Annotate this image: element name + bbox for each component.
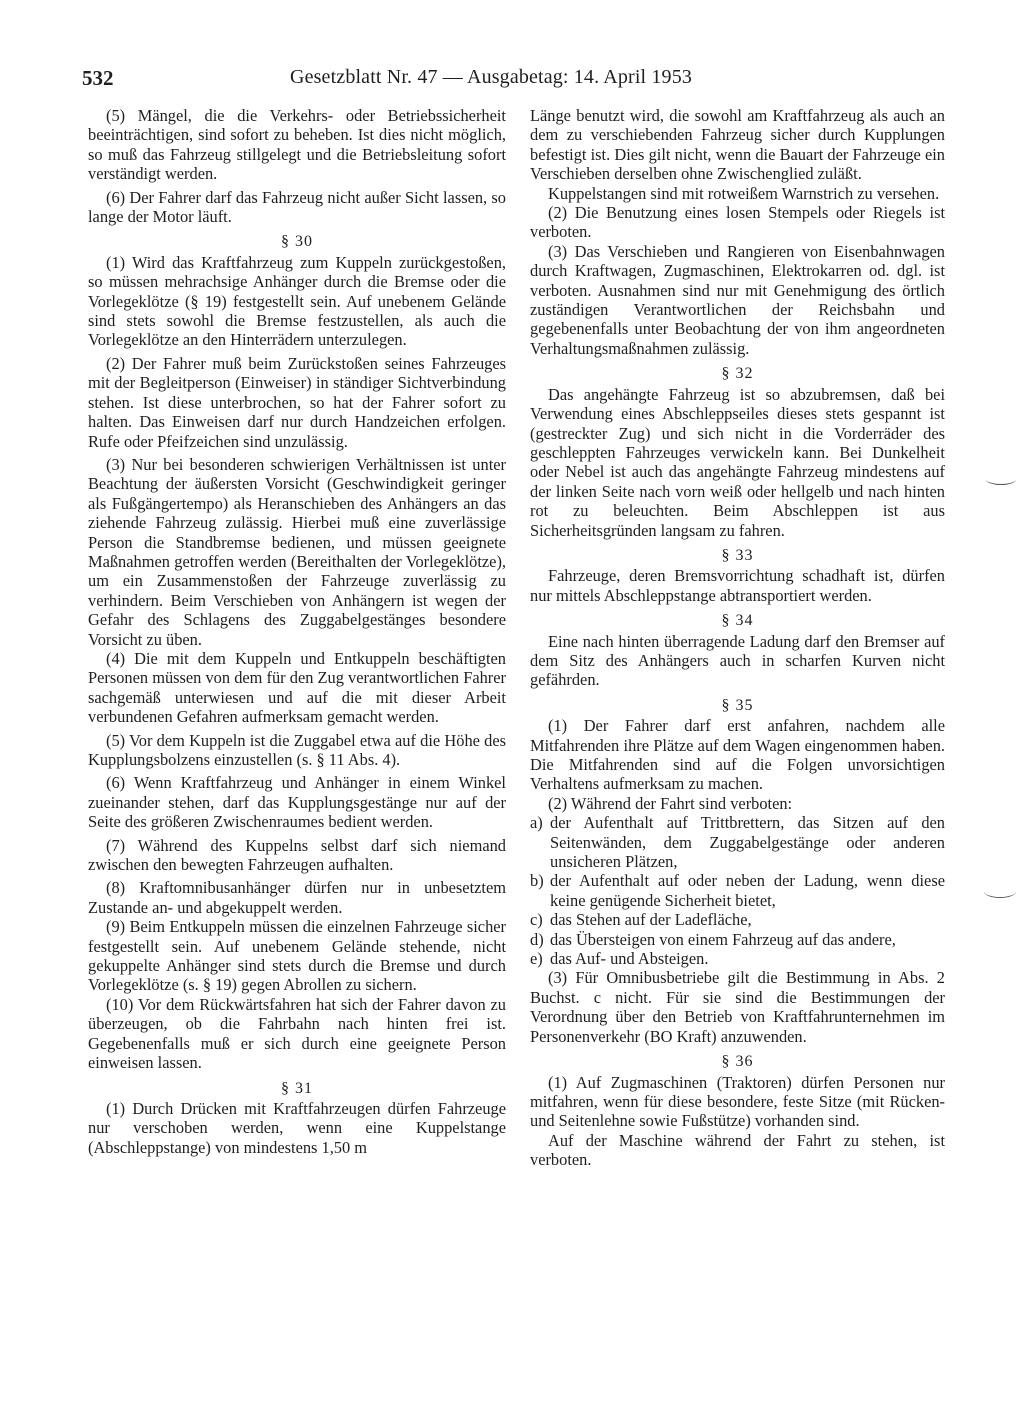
paragraph: (5) Mängel, die die Verkehrs- oder Betriebssicherheit beeinträchtigen, sind sofort zu beheben. Ist dies nicht möglich, so muß das Fahrzeug stillgelegt und die Betriebsleitung sofort verständigt werden. (88, 106, 506, 184)
section-heading: § 32 (721, 365, 754, 383)
paragraph: Kuppelstangen sind mit rotweißem Warnstrich zu versehen. (548, 183, 940, 203)
margin-mark (986, 474, 1016, 485)
list-item (530, 930, 945, 949)
running-title: Gesetzblatt Nr. 47 — Ausgabetag: 14. April 1953 (290, 66, 692, 88)
list-item (530, 871, 945, 910)
paragraph: (2) Während der Fahrt sind verboten: (548, 793, 793, 813)
list-label: e) (530, 949, 543, 969)
paragraph: (1) Der Fahrer darf erst anfahren, nachdem alle Mitfahrenden ihre Plätze auf dem Wagen eingenommen haben. Die Mitfahrenden sind auf die Folgen unvorsichtigen Verhaltens aufmerksam zu machen. (530, 716, 945, 794)
section-heading: § 34 (721, 612, 754, 630)
list-item (530, 949, 945, 968)
paragraph: (3) Für Omnibusbetriebe gilt die Bestimmung in Abs. 2 Buchst. c nicht. Für sie sind die Bestimmungen der Verordnung über den Betrieb von Kraftfahrunternehmen im Personenverkehr (BO Kraft) anzuwenden. (530, 968, 945, 1046)
paragraph: (1) Durch Drücken mit Kraftfahrzeugen dürfen Fahrzeuge nur verschoben werden, wenn eine Kuppelstange (Abschleppstange) von mindestens 1,50 m (88, 1098, 506, 1157)
paragraph: (8) Kraftomnibusanhänger dürfen nur in unbesetztem Zustande an- und abgekuppelt werden. (88, 878, 506, 917)
right-column (530, 106, 945, 1170)
paragraph: (4) Die mit dem Kuppeln und Entkuppeln beschäftigten Personen müssen von dem für den Zug verantwortlichen Fahrer sachgemäß unterwiesen und auf die mit dieser Arbeit verbundenen Gefahren aufmerksam gemacht werden. (88, 648, 506, 727)
section-heading: § 36 (721, 1053, 754, 1071)
list-label: b) (530, 871, 544, 891)
list-label: a) (530, 813, 543, 833)
paragraph: (1) Auf Zugmaschinen (Traktoren) dürfen Personen nur mitfahren, wenn für diese besondere, feste Sitze (mit Rücken- und Seitenlehne sowie Fußstütze) vorhanden sind. (530, 1072, 945, 1131)
section-heading: § 33 (721, 546, 754, 564)
list-text: das Stehen auf der Ladefläche, (550, 910, 752, 930)
left-column (88, 106, 506, 1157)
list-item (530, 813, 945, 871)
paragraph: (5) Vor dem Kuppeln ist die Zuggabel etwa auf die Höhe des Kupplungsbolzens einzustellen (s. § 11 Abs. 4). (88, 730, 506, 769)
paragraph: (6) Der Fahrer darf das Fahrzeug nicht außer Sicht lassen, so lange der Motor läuft. (88, 187, 506, 227)
margin-mark (984, 885, 1016, 898)
paragraph: Fahrzeuge, deren Bremsvorrichtung schadhaft ist, dürfen nur mittels Abschleppstange abtransportiert werden. (530, 566, 945, 605)
paragraph: Auf der Maschine während der Fahrt zu stehen, ist verboten. (530, 1130, 945, 1170)
paragraph: (1) Wird das Kraftfahrzeug zum Kuppeln zurückgestoßen, so müssen mehrachsige Anhänger durch die Bremse oder die Vorlegeklötze (§ 19) festgestellt sein. Auf unebenem Gelände sind stets sowohl die Bremse festzustellen, als auch die Vorlegeklötze an den Hinterrädern unterzulegen. (88, 252, 506, 350)
paragraph: (7) Während des Kuppelns selbst darf sich niemand zwischen den bewegten Fahrzeugen aufhalten. (88, 835, 506, 875)
list-label: d) (530, 929, 544, 949)
paragraph: (2) Der Fahrer muß beim Zurückstoßen seines Fahrzeuges mit der Begleitperson (Einweiser) in ständiger Sichtverbindung stehen. Ist diese unterbrochen, so hat der Fahrer sofort zu halten. Das Einweisen darf nur durch Handzeichen erfolgen. Rufe oder Pfeifzeichen sind unzulässig. (88, 353, 506, 451)
paragraph: Das angehängte Fahrzeug ist so abzubremsen, daß bei Verwendung eines Abschleppseiles dieses stets gespannt ist (gestreckter Zug) und sich nicht in die Vorderräder des geschleppten Fahrzeuges verwickeln kann. Bei Dunkelheit oder Nebel ist auch das angehängte Fahrzeug mindestens auf der linken Seite nach vorn weiß oder hellgelb und nach hinten rot zu beleuchten. Beim Abschleppen ist aus Sicherheitsgründen langsam zu fahren. (530, 384, 945, 540)
paragraph: Eine nach hinten überragende Ladung darf den Bremser auf dem Sitz des Anhängers auch in scharfen Kurven nicht gefährden. (530, 631, 945, 690)
list-text: der Aufenthalt auf Trittbrettern, das Sitzen auf den Seitenwänden, dem Zuggabelgestänge oder anderen unsicheren Plätzen, (550, 813, 945, 872)
page-number: 532 (82, 66, 114, 90)
list-item (530, 910, 945, 929)
paragraph: (3) Nur bei besonderen schwierigen Verhältnissen ist unter Beachtung der äußersten Vorsicht (Geschwindigkeit geringer als Fußgängertempo) als Heranschieben des Anhängers an das ziehende Fahrzeug zulässig. Hierbei muß eine zuverlässige Person die Standbremse bedienen, und müssen geeignete Maßnahmen getroffen werden (Bereithalten der Vorlegeklötze), um ein Zusammenstoßen der Fahrzeuge zuverlässig zu verhindern. Beim Verschieben von Anhängern ist wegen der Gefahr des Schlagens des Zuggabelgestänges besondere Vorsicht zu üben. (88, 454, 506, 649)
list-text: der Aufenthalt auf oder neben der Ladung, wenn diese keine genügende Sicherheit bietet, (550, 871, 945, 910)
paragraph: (10) Vor dem Rückwärtsfahren hat sich der Fahrer davon zu überzeugen, ob die Fahrbahn nach hinten frei ist. Gegebenenfalls muß er sich durch eine geeignete Person einweisen lassen. (88, 994, 506, 1073)
section-heading: § 31 (281, 1079, 313, 1097)
list-text: das Auf- und Absteigen. (550, 949, 709, 969)
section-heading: § 35 (721, 696, 754, 714)
section-heading: § 30 (281, 233, 313, 251)
page-header (82, 66, 752, 94)
paragraph: (9) Beim Entkuppeln müssen die einzelnen Fahrzeuge sicher festgestellt sein. Auf unebenem Gelände stehende, nicht gekuppelte Anhänger sind stets durch die Bremse und durch Vorlegeklötze (s. § 19) gegen Abrollen zu sichern. (88, 917, 506, 995)
paragraph: (6) Wenn Kraftfahrzeug und Anhänger in einem Winkel zueinander stehen, darf das Kupplungsgestänge nur auf der Seite des größeren Zwischenraumes bedient werden. (88, 773, 506, 832)
paragraph: Länge benutzt wird, die sowohl am Kraftfahrzeug als auch an dem zu verschiebenden Fahrzeug sicher durch Kupplungen befestigt ist. Dies gilt nicht, wenn die Bauart der Fahrzeuge ein Verschieben derselben ohne Zwischenglied zuläßt. (530, 106, 945, 184)
paragraph: (3) Das Verschieben und Rangieren von Eisenbahnwagen durch Kraftwagen, Zugmaschinen, Elektrokarren od. dgl. ist verboten. Ausnahmen sind nur mit Genehmigung des örtlich zuständigen Verantwortlichen der Reichsbahn und gegebenenfalls unter Beobachtung der von ihm angeordneten Verhaltungsmaßnahmen zulässig. (530, 241, 945, 358)
paragraph: (2) Die Benutzung eines losen Stempels oder Riegels ist verboten. (530, 203, 945, 242)
list-label: c) (530, 910, 543, 930)
prohibition-list (530, 813, 945, 968)
list-text: das Übersteigen von einem Fahrzeug auf das andere, (550, 929, 896, 949)
